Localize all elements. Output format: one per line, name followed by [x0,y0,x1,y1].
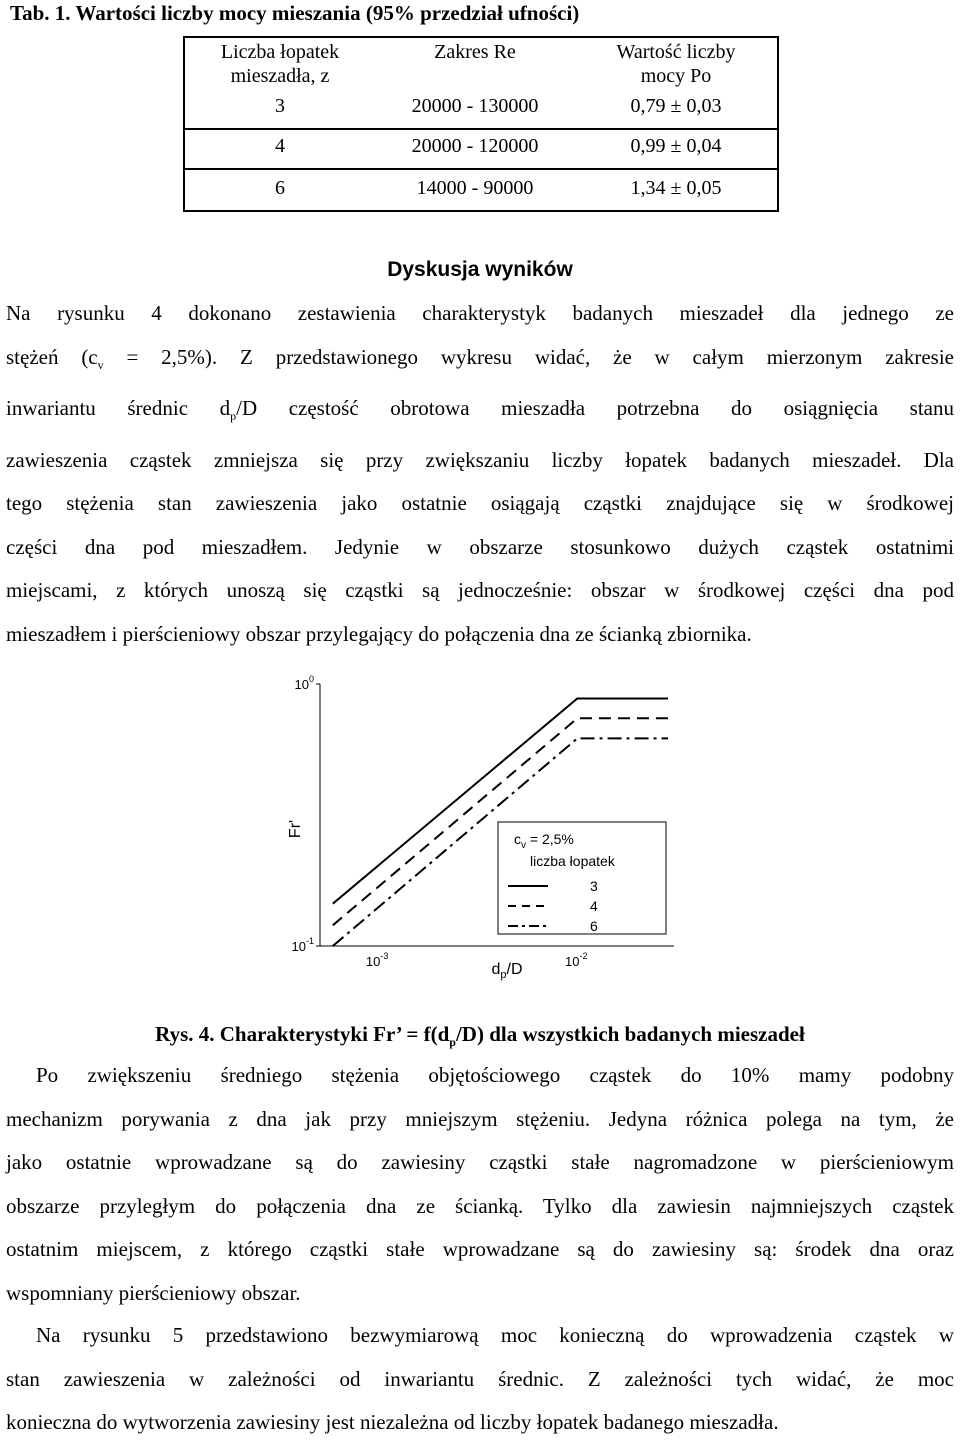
header-line: mieszadła, z [230,65,330,87]
figure-caption [0,1022,960,1050]
y-axis-label: Fr' [287,819,304,839]
text-line: konieczna do wytworzenia zawiesiny jest niezależna od liczby łopatek badanego mieszadła. [6,1410,779,1434]
legend-title: $c_v = 2,5\%$ [514,831,574,851]
table-row [185,170,777,210]
text-line: Na rysunku 5 przedstawiono bezwymiarową moc konieczną do wprowadzenia cząstek w [36,1323,954,1347]
text-line: jako ostatnie wprowadzane są do zawiesiny cząstki stałe nagromadzone w pierścieniowym [6,1150,954,1174]
text-line: ostatnim miejscem, z którego cząstki stałe wprowadzane są do zawiesiny są: środek dna oraz [6,1237,954,1261]
header-line: Wartość liczby [616,41,736,63]
fr-vs-dp-chart [270,668,690,988]
legend-box [498,822,666,934]
header-line: Zakres Re [434,41,516,63]
text-fragment: stężeń (c [6,344,98,369]
text-line: obszarze przyległym do połączenia dna ze ścianką. Tylko dla zawiesin najmniejszych cząstek [6,1193,954,1218]
x-axis-label: $d_p/D$ [491,961,523,981]
y-tick-label: $10^0$ [294,674,314,692]
legend-label-4: 4 [590,898,598,914]
row-1-blades: 3 [275,95,285,117]
row-3-re: 14000 - 90000 [416,177,534,199]
header-line: Liczba łopatek [220,41,340,63]
row-3-po: 1,34 ± 0,05 [630,177,722,199]
caption-fragment: Rys. 4. Charakterystyki Fr’ = f(d [155,1022,450,1046]
text-line: mieszadłem i pierścieniowy obszar przylegający do połączenia dna ze ścianką zbiornika. [6,621,752,646]
paragraph-power [6,1314,954,1445]
text-line [6,336,954,388]
paragraph-discussion [6,292,954,656]
y-tick-label: $10^{-1}$ [291,936,314,954]
text-line: mechanizm porywania z dna jak przy mniejszym stężeniu. Jedyna różnica polega na tym, że [6,1106,954,1131]
row-2-re: 20000 - 120000 [411,135,539,157]
text-line: miejscami, z których unoszą się cząstki są jednocześnie: obszar w środkowej części dna pod [6,578,954,603]
header-line: mocy Po [640,65,712,87]
text-fragment: inwariantu średnic d [6,396,231,421]
text-fragment: = 2,5%). Z przedstawionego wykresu widać, że w całym mierzonym zakresie [103,344,954,369]
subscript: p [230,409,237,424]
table-header-row [185,38,777,130]
text-line: Na rysunku 4 dokonano zestawienia charakterystyk badanych mieszadeł dla jednego ze [6,301,954,325]
section-heading: Dyskusja wyników [387,258,573,281]
header-blade-count [185,40,375,88]
header-re-range [375,40,575,64]
row-1-po: 0,79 ± 0,03 [630,95,722,117]
text-line: zawieszenia cząstek zmniejsza się przy zwiększaniu liczby łopatek badanych mieszadeł. Dla [6,447,954,472]
row-1-re: 20000 - 130000 [411,95,539,117]
text-line: Po zwiększeniu średniego stężenia objętościowego cząstek do 10% mamy podobny [36,1063,954,1087]
legend-label-3: 3 [590,878,598,894]
caption-fragment: /D) dla wszystkich badanych mieszadeł [455,1022,805,1046]
text-line: wspomniany pierścieniowy obszar. [6,1280,301,1305]
row-2-blades: 4 [275,135,285,157]
text-line: części dna pod mieszadłem. Jedynie w obszarze stosunkowo dużych cząstek ostatnimi [6,534,954,559]
paragraph-higher-concentration [6,1054,954,1315]
subscript: v [97,357,104,372]
header-power-number [575,40,777,88]
power-number-table [183,36,779,212]
subscript: p [449,1035,456,1050]
text-line [6,387,954,439]
x-tick-label: $10^{-3}$ [365,951,389,969]
text-fragment: /D częstość obrotowa mieszadła potrzebna do osiągnięcia stanu [236,396,954,421]
text-line: stan zawieszenia w zależności od inwariantu średnic. Z zależności tych widać, że moc [6,1366,954,1391]
text-line: tego stężenia stan zawieszenia jako ostatnie osiągają cząstki znajdujące się w środkowej [6,491,954,516]
row-2-po: 0,99 ± 0,04 [630,135,722,157]
table-caption: Tab. 1. Wartości liczby mocy mieszania (95% przedział ufności) [10,1,580,25]
legend-label-6: 6 [590,918,598,934]
row-3-blades: 6 [275,177,285,199]
legend-subtitle: liczba łopatek [530,853,615,869]
x-tick-label: $10^{-2}$ [565,951,588,969]
table-row [185,128,777,170]
